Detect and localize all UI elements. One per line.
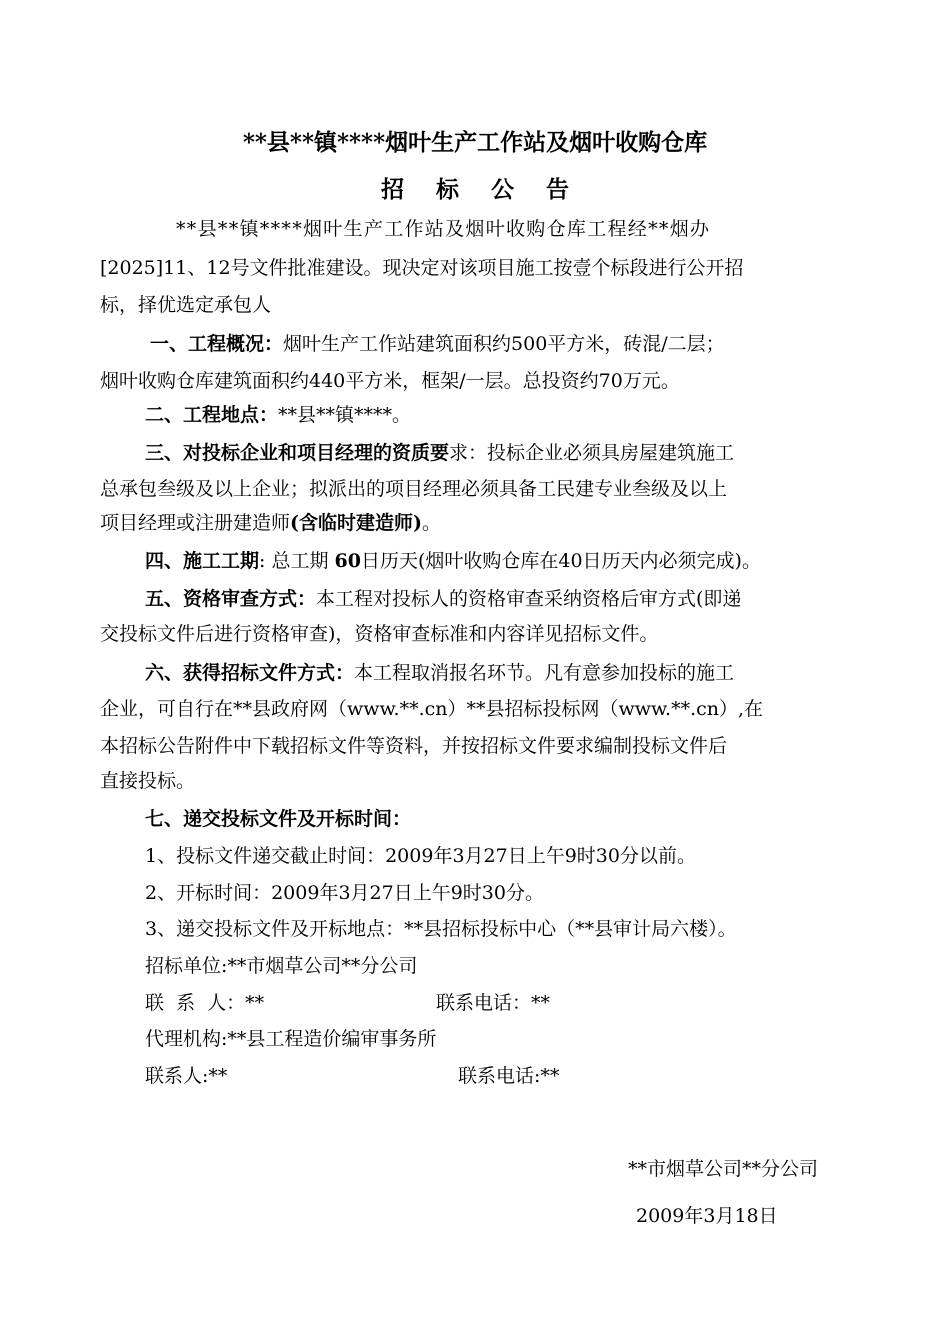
section-6-line-3: 本招标公告附件中下载招标文件等资料，并按招标文件要求编制投标文件后 xyxy=(100,735,728,757)
section-3-last-text: 项目经理或注册建造师 xyxy=(100,512,291,534)
intro-line-1: **县**镇****烟叶生产工作站及烟叶收购仓库工程经**烟办 xyxy=(176,218,711,240)
agency-contact-person: 联系人:** xyxy=(145,1065,228,1087)
intro-line-3: 标，择优选定承包人 xyxy=(100,294,272,316)
agency-contact-phone: 联系电话:** xyxy=(458,1065,560,1087)
section-4-line xyxy=(145,548,761,574)
section-5-heading: 五、资格审查方式： xyxy=(145,588,317,610)
section-3-text: 求：投标企业必须具房屋建筑施工 xyxy=(449,442,735,464)
section-2-line xyxy=(145,402,411,428)
document-subtitle: 招 标 公 告 xyxy=(380,176,582,203)
section-6-heading: 六、获得招标文件方式： xyxy=(145,662,355,684)
tenderer-unit: 招标单位:**市烟草公司**分公司 xyxy=(145,955,418,977)
section-3-last-end: 。 xyxy=(422,512,442,534)
section-2-heading: 二、工程地点： xyxy=(145,404,279,426)
section-5-line-1 xyxy=(145,586,741,612)
section-4-text: : 总工期 xyxy=(259,550,335,572)
section-3-line-2: 总承包叁级及以上企业；拟派出的项目经理必须具备工民建专业叁级及以上 xyxy=(100,478,728,500)
section-3-line-1 xyxy=(145,440,734,466)
signature-date: 2009年3月18日 xyxy=(636,1205,778,1227)
section-3-heading: 三、对投标企业和项目经理的资质要 xyxy=(145,442,450,464)
section-4-text-end: 日历天(烟叶收购仓库在40日历天内必须完成)。 xyxy=(360,550,761,572)
section-5-text: 本工程对投标人的资格审查采纳资格后审方式(即递 xyxy=(316,588,742,610)
tenderer-contact-person: 联 系 人：** xyxy=(145,992,265,1014)
section-6-line-4: 直接投标。 xyxy=(100,770,196,792)
section-1-line-2: 烟叶收购仓库建筑面积约440平方米，框架/一层。总投资约70万元。 xyxy=(100,370,680,392)
section-7-heading: 七、递交投标文件及开标时间： xyxy=(145,808,412,830)
section-4-heading: 四、施工工期 xyxy=(145,550,260,572)
section-7-item-2: 2、开标时间：2009年3月27日上午9时30分。 xyxy=(145,882,544,904)
section-3-last-bold: (含临时建造师) xyxy=(290,512,422,534)
section-7-item-1: 1、投标文件递交截止时间：2009年3月27日上午9时30分以前。 xyxy=(145,845,696,867)
section-1-heading: 一、工程概况： xyxy=(150,333,284,355)
section-4-days: 60 xyxy=(334,550,361,572)
signature-organization: **市烟草公司**分公司 xyxy=(628,1158,819,1180)
section-1-line-1 xyxy=(150,331,725,357)
section-6-line-2: 企业，可自行在**县政府网（www.**.cn）**县招标投标网（www.**.cn）,在 xyxy=(100,698,764,720)
agency-name: 代理机构:**县工程造价编审事务所 xyxy=(145,1028,437,1050)
section-5-line-2: 交投标文件后进行资格审查)，资格审查标准和内容详见招标文件。 xyxy=(100,623,659,645)
section-6-text: 本工程取消报名环节。凡有意参加投标的施工 xyxy=(354,662,735,684)
section-3-line-3 xyxy=(100,510,441,536)
tenderer-contact-phone: 联系电话：** xyxy=(436,992,551,1014)
section-7-item-3: 3、递交投标文件及开标地点：**县招标投标中心（**县审计局六楼）。 xyxy=(145,918,737,940)
section-2-text: **县**镇****。 xyxy=(278,404,412,426)
document-title: **县**镇****烟叶生产工作站及烟叶收购仓库 xyxy=(242,129,708,156)
intro-line-2: [2025]11、12号文件批准建设。现决定对该项目施工按壹个标段进行公开招 xyxy=(100,257,744,279)
section-6-line-1 xyxy=(145,660,734,686)
section-1-text: 烟叶生产工作站建筑面积约500平方米，砖混/二层； xyxy=(283,333,725,355)
